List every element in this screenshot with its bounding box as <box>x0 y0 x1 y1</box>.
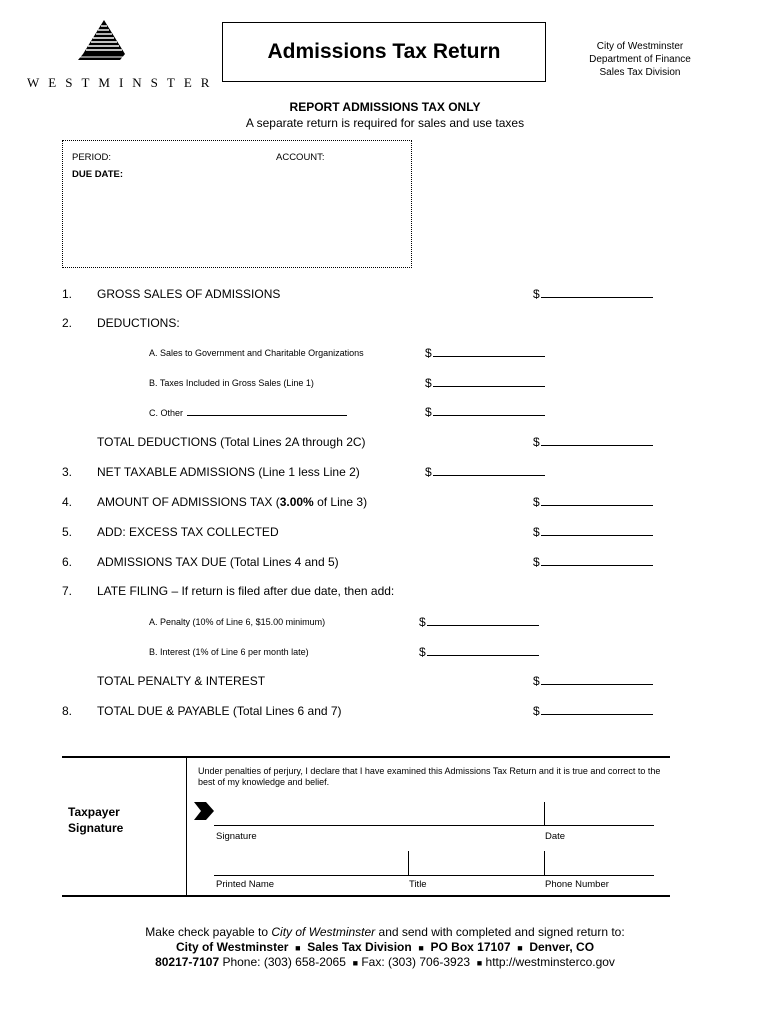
currency-symbol: $ <box>533 704 540 718</box>
signature-section-top-rule <box>62 756 670 758</box>
separator-icon: ■ <box>418 943 424 953</box>
signature-section-divider <box>186 757 187 895</box>
line-7a-label: A. Penalty (10% of Line 6, $15.00 minimum) <box>149 617 326 627</box>
dept-line-city: City of Westminster <box>596 41 684 52</box>
line-4-label: AMOUNT OF ADMISSIONS TAX (3.00% of Line 3) <box>97 495 368 509</box>
currency-symbol: $ <box>533 555 540 569</box>
phone-number: Phone: (303) 658-2065 <box>219 955 346 969</box>
title-label: Title <box>409 879 427 890</box>
footer-payable-line: Make check payable to City of Westminster and send with completed and signed return to: <box>145 925 625 939</box>
logo-wordmark: WESTMINSTER <box>27 75 219 90</box>
line-5-amount-field[interactable] <box>533 525 653 539</box>
zip-code: 80217-7107 <box>155 955 220 969</box>
taxpayer-signature-heading: Taxpayer Signature <box>68 805 124 835</box>
line-7a-amount-field[interactable] <box>419 615 539 629</box>
separator-icon: ■ <box>476 958 483 968</box>
currency-symbol: $ <box>533 435 540 449</box>
currency-symbol: $ <box>425 405 432 419</box>
line-2c-label: C. Other <box>149 408 184 418</box>
line-1-label: GROSS SALES OF ADMISSIONS <box>97 287 281 301</box>
currency-symbol: $ <box>419 645 426 659</box>
title-field-divider <box>408 851 409 875</box>
line-2a-label: A. Sales to Government and Charitable Organizations <box>149 348 364 358</box>
separator-icon: ■ <box>517 943 523 953</box>
dept-line-division: Sales Tax Division <box>599 67 681 78</box>
separator-icon: ■ <box>352 958 358 968</box>
date-field-divider <box>544 802 545 825</box>
separator-icon: ■ <box>295 943 301 953</box>
line-2b-label: B. Taxes Included in Gross Sales (Line 1) <box>149 378 314 388</box>
total-penalty-amount-field[interactable] <box>533 674 653 688</box>
date-label: Date <box>545 831 566 842</box>
sign-here-arrow-icon <box>194 801 214 821</box>
currency-symbol: $ <box>533 674 540 688</box>
due-date-label: DUE DATE: <box>72 169 124 180</box>
fax-number: Fax: (303) 706-3923 <box>361 955 471 969</box>
line-5-number: 5. <box>62 525 73 539</box>
footer-address-line: City of Westminster ■ Sales Tax Division ■ PO Box 17107 ■ Denver, CO <box>175 940 595 954</box>
dept-line-finance: Department of Finance <box>589 54 691 65</box>
currency-symbol: $ <box>533 525 540 539</box>
line-2a-amount-field[interactable] <box>425 346 545 360</box>
line-1-number: 1. <box>62 287 73 301</box>
total-deductions-amount-field[interactable] <box>533 435 653 449</box>
total-penalty-label: TOTAL PENALTY & INTEREST <box>97 674 266 688</box>
line-3-number: 3. <box>62 465 73 479</box>
line-3-label: NET TAXABLE ADMISSIONS (Line 1 less Line 2) <box>97 465 360 479</box>
line-7-label: LATE FILING – If return is filed after due date, then add: <box>97 584 395 598</box>
line-6-label: ADMISSIONS TAX DUE (Total Lines 4 and 5) <box>97 555 339 569</box>
currency-symbol: $ <box>425 465 432 479</box>
phone-field-divider <box>544 851 545 875</box>
line-4-number: 4. <box>62 495 73 509</box>
line-8-number: 8. <box>62 704 73 718</box>
line-6-amount-field[interactable] <box>533 555 653 569</box>
line-2c-row <box>149 407 347 418</box>
phone-number-label: Phone Number <box>545 879 609 890</box>
line-2-number: 2. <box>62 316 73 330</box>
period-label: PERIOD: <box>72 152 112 163</box>
currency-symbol: $ <box>533 495 540 509</box>
line-7-number: 7. <box>62 584 73 598</box>
signature-field[interactable] <box>214 825 654 826</box>
line-2c-amount-field[interactable] <box>425 405 545 419</box>
line-4-amount-field[interactable] <box>533 495 653 509</box>
line-8-label: TOTAL DUE & PAYABLE (Total Lines 6 and 7) <box>97 704 342 718</box>
currency-symbol: $ <box>425 376 432 390</box>
currency-symbol: $ <box>425 346 432 360</box>
line-3-amount-field[interactable] <box>425 465 545 479</box>
form-title: Admissions Tax Return <box>222 22 546 82</box>
account-label: ACCOUNT: <box>276 152 325 163</box>
report-subheading: A separate return is required for sales and use taxes <box>245 116 525 130</box>
payee-name: City of Westminster <box>271 925 376 939</box>
total-deductions-label: TOTAL DEDUCTIONS (Total Lines 2A through 2C) <box>97 435 366 449</box>
website-link[interactable]: http://westminsterco.gov <box>485 955 615 969</box>
department-block <box>572 40 708 79</box>
currency-symbol: $ <box>533 287 540 301</box>
line-7b-amount-field[interactable] <box>419 645 539 659</box>
line-2-label: DEDUCTIONS: <box>97 316 180 330</box>
line-2b-amount-field[interactable] <box>425 376 545 390</box>
line-7b-label: B. Interest (1% of Line 6 per month late) <box>149 647 309 657</box>
currency-symbol: $ <box>419 615 426 629</box>
line-5-label: ADD: EXCESS TAX COLLECTED <box>97 525 279 539</box>
signature-section-bottom-rule <box>62 895 670 897</box>
footer-contact-line <box>0 955 770 969</box>
signature-label: Signature <box>216 831 257 842</box>
line-8-amount-field[interactable] <box>533 704 653 718</box>
line-1-amount-field[interactable] <box>533 287 653 301</box>
westminster-logo-icon <box>78 20 126 70</box>
printed-name-field[interactable] <box>214 875 654 876</box>
tax-rate: 3.00% <box>279 495 314 509</box>
line-6-number: 6. <box>62 555 73 569</box>
report-heading: REPORT ADMISSIONS TAX ONLY <box>289 100 481 114</box>
line-2c-other-field[interactable] <box>187 407 347 416</box>
period-account-box[interactable] <box>62 140 412 268</box>
perjury-statement: Under penalties of perjury, I declare that I have examined this Admissions Tax Return and it is true and correct to the best of my knowledge and belief. <box>198 766 661 787</box>
printed-name-label: Printed Name <box>216 879 275 890</box>
